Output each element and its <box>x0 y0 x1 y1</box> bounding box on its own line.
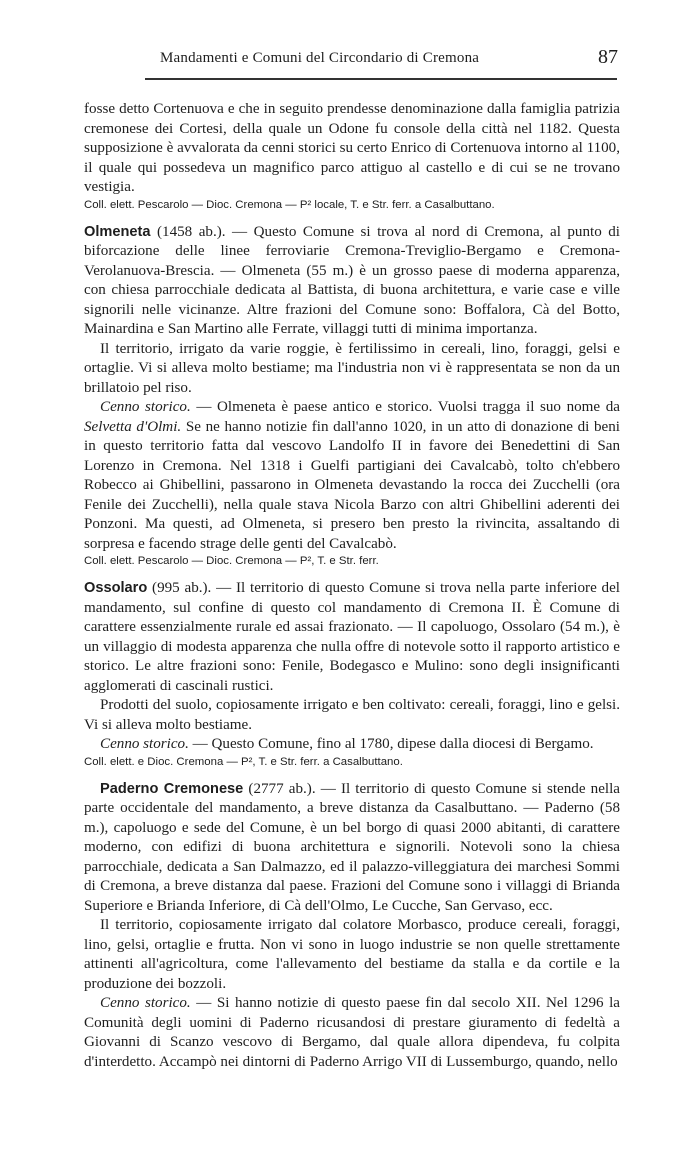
paderno-paragraph-3 <box>84 994 620 1072</box>
entry-heading-paderno: Paderno Cremonese <box>100 780 244 797</box>
ossolaro-text-1: (995 ab.). — Il territorio di questo Comune si trova nella parte inferiore del mandamento, sul confine di questo col mandamento di Cremona II. È Comune di carattere essenzialmente rurale ed assai frazionato. — Il capoluogo, Ossolaro (54 m.), è un villaggio di modesta apparenza che nulla offre di notevole sotto il rapporto artistico e storico. Le altre frazioni sono: Fenile, Bodegasco e Mulino: sono degli insignificanti agglomerati di cascinali rustici. <box>84 580 620 694</box>
ossolaro-storico-label: Cenno storico. <box>100 736 189 752</box>
paderno-storico-label: Cenno storico. <box>100 995 191 1011</box>
olmeneta-storico-label: Cenno storico. <box>100 399 191 415</box>
ossolaro-note: Coll. elett. e Dioc. Cremona — P², T. e Str. ferr. a Casalbuttano. <box>84 755 403 768</box>
page-body <box>84 100 620 1072</box>
ossolaro-paragraph-2: Prodotti del suolo, copiosamente irrigato e ben coltivato: cereali, foraggi, lino e gelsi. Vi si alleva molto bestiame. <box>84 697 620 733</box>
ossolaro-text-3: — Questo Comune, fino al 1780, dipese dalla diocesi di Bergamo. <box>188 736 594 752</box>
ossolaro-paragraph-1 <box>84 579 620 696</box>
entry-heading-ossolaro: Ossolaro <box>84 580 148 596</box>
running-header <box>0 46 700 74</box>
olmeneta-text-italic: Selvetta d'Olmi. <box>84 418 182 435</box>
paderno-paragraph-2: Il territorio, copiosamente irrigato dal colatore Morbasco, produce cereali, foraggi, lino, gelsi, ortaglie e frutta. Non vi sono in luogo industrie se non quelle strettamente attinenti all'agricoltura, come l'allevamento del bestiame da stalla e da cortile e la produzione dei bozzoli. <box>84 917 620 992</box>
header-title: Mandamenti e Comuni del Circondario di Cremona <box>160 50 480 66</box>
olmeneta-paragraph-3 <box>84 398 620 554</box>
paderno-text-3: — Si hanno notizie di questo paese fin dal secolo XII. Nel 1296 la Comunità degli uomini di Paderno ricusandosi di prestare giuramento di fedeltà a Giovanni di Scanzo vescovo di Bergamo, dal quale allora dipendeva, fu colpita d'interdetto. Accampò nei dintorni di Paderno Arrigo VII di Lussemburgo, quando, nello <box>84 995 620 1070</box>
intro-paragraph: fosse detto Cortenuova e che in seguito prendesse denominazione dalla famiglia patrizia cremonese dei Cortesi, della quale un Odone fu console della città nel 1182. Questa supposizione è avvalorata da cenni storici su certo Enrico di Cortenuova intorno al 1100, il quale qui possedeva un magnifico parco attiguo al castello e di cui se ne trovano vestigia. <box>84 101 620 195</box>
olmeneta-paragraph-2: Il territorio, irrigato da varie roggie, è fertilissimo in cereali, lino, foraggi, gelsi e ortaglie. Vi si alleva molto bestiame; ma l'industria non vi è rappresentata se non da un brillatoio pel riso. <box>84 340 620 396</box>
paderno-paragraph-1 <box>84 780 620 917</box>
olmeneta-text-3b: Se ne hanno notizie fin dall'anno 1020, in un atto di donazione di beni in questo territorio fatta dal vescovo Landolfo II in favore dei Benedettini di San Lorenzo in Cremona. Nel 1318 i Guelfi partigiani dei Cavalcabò, tolto ch'ebbero Robecco ai Ghibellini, passarono in Olmeneta devastando la rocca dei Zucchelli (ora Fenile dei Zucchelli), nella quale stava Nicola Barzo con altri Ghibellini aderenti dei Ponzoni. Ma questi, ad Olmeneta, si presero ben presto la rivincita, assaltando di sorpresa e facendo strage delle genti del Cavalcabò. <box>84 418 620 552</box>
ossolaro-paragraph-3 <box>84 735 620 755</box>
header-rule <box>145 78 617 80</box>
olmeneta-paragraph-1 <box>84 223 620 340</box>
olmeneta-text-3a: — Olmeneta è paese antico e storico. Vuolsi tragga il suo nome da <box>190 399 620 415</box>
intro-note: Coll. elett. Pescarolo — Dioc. Cremona — P² locale, T. e Str. ferr. a Casalbuttano. <box>84 198 495 211</box>
olmeneta-note: Coll. elett. Pescarolo — Dioc. Cremona — P², T. e Str. ferr. <box>84 555 379 567</box>
paderno-text-1: (2777 ab.). — Il territorio di questo Comune si stende nella parte occidentale del mandamento, a breve distanza da Casalbuttano. — Paderno (58 m.), capoluogo e sede del Comune, è un bel borgo di quasi 2000 abitanti, di carattere moderno, con edifizi di buona architettura e signorili. Notevoli sono la chiesa parrocchiale, dedicata a San Dalmazzo, ed il palazzo-villeggiatura dei marchesi Sommi di Cremona, a breve distanza dal paese. Frazioni del Comune sono i villaggi di Brianda Superiore e Brianda Inferiore, di Cà dell'Olmo, Le Cucche, San Gervaso, ecc. <box>84 780 620 914</box>
entry-heading-olmeneta: Olmeneta <box>84 223 151 240</box>
olmeneta-text-1: (1458 ab.). — Questo Comune si trova al nord di Cremona, al punto di biforcazione delle linee ferroviarie Cremona-Treviglio-Bergamo e Cremona-Verolanuova-Brescia. — Olmeneta (55 m.) è un grosso paese di moderna apparenza, con chiesa parrocchiale dedicata al Battista, di buona architettura, e varie case e ville signorili nelle vicinanze. Altre frazioni del Comune sono: Boffalora, Cà del Botto, Mainardina e San Martino alle Ferrate, villaggi tutti di minima importanza. <box>84 223 620 337</box>
page-number: 87 <box>598 46 618 68</box>
